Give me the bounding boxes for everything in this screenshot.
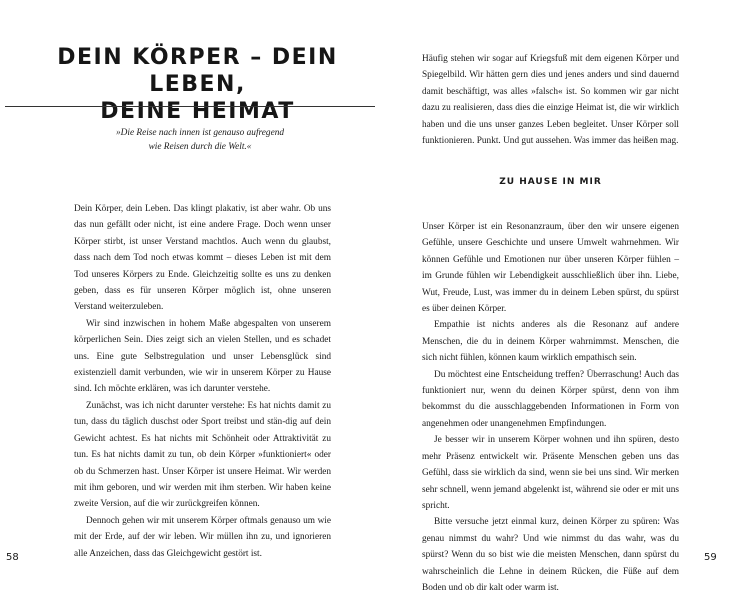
- paragraph: Bitte versuche jetzt einmal kurz, deinen Körper zu spüren: Was genau nimmst du wahr? Und wie nimmst du das wahr, was du spürst? Wenn du so bist wie die meisten Menschen, dann spürst du wahrscheinlich die Lehne in deinem Rücken, die Füße auf dem Boden und ob dir kalt oder warm ist.: [422, 517, 679, 593]
- page-number: 58: [6, 552, 19, 563]
- right-page: [375, 0, 750, 593]
- paragraph: Empathie ist nichts anderes als die Resonanz auf andere Menschen, die du in deinem Körper wahrnimmst. Menschen, die sich nicht fühlen, können kaum wirklich empathisch sein.: [422, 320, 679, 364]
- chapter-title-line: DEIN KÖRPER – DEIN LEBEN,: [57, 45, 338, 97]
- epigraph-line: wie Reisen durch die Welt.«: [148, 142, 252, 152]
- section-subheading: ZU HAUSE IN MIR: [499, 177, 602, 187]
- paragraph: Dein Körper, dein Leben. Das klingt plakativ, ist aber wahr. Ob uns das nun gefällt oder nicht, ist eine andere Frage. Doch wenn unser Körper stirbt, ist unser Verstand machtlos. Auch wenn du glaubst, dass nach dem Tod noch etwas kommt – dieses Leben ist mit dem Tod unseres Körpers zu Ende. Gleichzeitig sollte es uns zu denken geben, dass es für unseren Körper möglich ist, ohne unseren Verstand weiterzuleben.: [74, 204, 331, 313]
- right-body-text-top: [422, 51, 679, 149]
- title-divider: [5, 106, 375, 107]
- chapter-title: [20, 44, 375, 125]
- epigraph-line: »Die Reise nach innen ist genauso aufregend: [116, 128, 284, 138]
- paragraph: Zunächst, was ich nicht darunter verstehe: Es hat nichts damit zu tun, dass du täglich duschst oder Sport treibst und stän-dig auf dein Gewicht achtest. Es hat nichts mit Schönheit oder Attraktivität zu tun. Es hat nichts damit zu tun, ob dein Körper »funktioniert« oder ob du Schmerzen hast. Unser Körper ist unsere Heimat. Wir werden mit ihm geboren, und wir werden mit ihm sterben. Wir haben keine zweite Version, auf die wir zurückgreifen können.: [74, 400, 331, 510]
- paragraph: Unser Körper ist ein Resonanzraum, über den wir unsere eigenen Gefühle, unsere Geschichte und unsere Umwelt wahrnehmen. Wir können Gefühle und Emotionen nur über unseren Körper fühlen – im Grunde fühlen wir Lebendigkeit ausschließlich über ihn. Liebe, Wut, Freude, Lust, was immer du in deinem Leben spürst, du spürst es über deinen Körper.: [422, 222, 679, 315]
- right-body-text: [422, 219, 679, 596]
- paragraph: Dennoch gehen wir mit unserem Körper oftmals genauso um wie mit der Erde, auf der wir leben. Wir müllen ihn zu, und ignorieren alle Anzeichen, dass das Gleichgewicht gestört ist.: [74, 515, 331, 559]
- epigraph: [60, 126, 340, 154]
- chapter-title-line: DEINE HEIMAT: [100, 99, 295, 124]
- paragraph: Du möchtest eine Entscheidung treffen? Überraschung! Auch das funktioniert nur, wenn du deinen Körper spürst, denn von ihm bekommst du die ausschlaggebenden Informationen in Form von angenehmen oder unangenehmen Empfindungen.: [422, 369, 679, 429]
- left-body-text: [74, 201, 331, 562]
- paragraph: Häufig stehen wir sogar auf Kriegsfuß mit dem eigenen Körper und Spiegelbild. Wir hätten gern dies und jenes anders und sind dauernd damit beschäftigt, was alles »falsch« ist. So kommen wir gar nicht dazu zu realisieren, dass dies die einzige Heimat ist, die wir wirklich haben und die uns unser ganzes Leben begleitet. Unser Körper soll funktionieren. Punkt. Und gut aussehen. Was immer das heißen mag.: [422, 54, 679, 147]
- left-page: [0, 0, 375, 583]
- paragraph: Wir sind inzwischen in hohem Maße abgespalten von unserem körperlichen Sein. Dies zeigt sich an vielen Stellen, und es schadet uns. Eine gute Selbstregulation und unser Lebensglück sind existenziell damit verbunden, wie wir in unserem Körper zu Hause sind. Ich möchte erklären, was ich darunter verstehe.: [74, 318, 331, 395]
- page-number: 59: [704, 552, 717, 563]
- paragraph: Je besser wir in unserem Körper wohnen und ihn spüren, desto mehr Präsenz entwickelt wir. Präsente Menschen geben uns das Gefühl, dass sie wirklich da sind, wenn sie bei uns sind. Wir merken sehr schnell, wenn jemand abgelenkt ist, während sie oder er mit uns spricht.: [422, 435, 679, 511]
